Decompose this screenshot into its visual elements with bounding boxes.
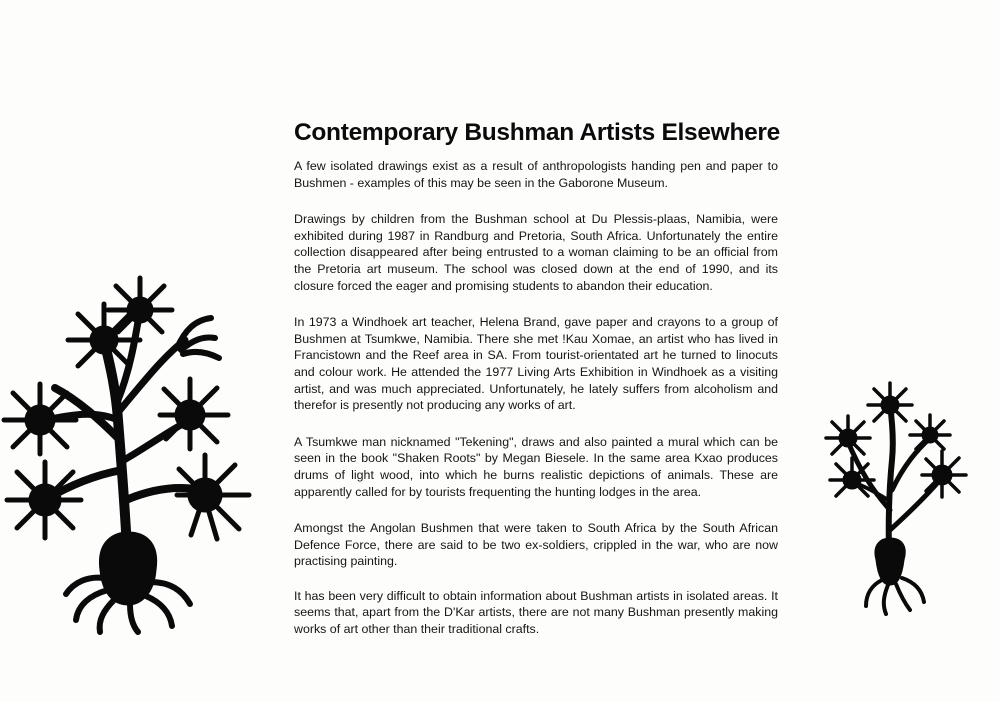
tree-illustration-right: [822, 380, 972, 640]
tree-linocut-small-icon: [822, 380, 972, 640]
paragraph: In 1973 a Windhoek art teacher, Helena Brand, gave paper and crayons to a group of Bushmen at Tsumkwe, Namibia. There she met !Kau Xomae, an artist who has lived in Francistown and the Reef area in SA. From tourist-orientated art he turned to linocuts and colour work. He attended the 1977 Living Arts Exhibition in Windhoek as a visiting artist, and was much appreciated. Unfortunately, he lately suffers from alcoholism and therefor is presently not producing any works of art.: [294, 315, 778, 413]
article: [294, 118, 778, 658]
paragraph: It has been very difficult to obtain information about Bushman artists in isolated areas. It seems that, apart from the D'Kar artists, there are not many Bushman presently making works of art other than their traditional crafts.: [294, 588, 778, 637]
page-title: Contemporary Bushman Artists Elsewhere: [294, 119, 780, 146]
paragraph: A Tsumkwe man nicknamed "Tekening", draws and also painted a mural which can be seen in the book "Shaken Roots" by Megan Biesele. In the same area Kxao produces drums of light wood, into which he burns realistic depictions of animals. These are apparently called for by tourists frequenting the hunting lodges in the area.: [294, 434, 778, 499]
tree-illustration-left: [0, 270, 262, 640]
paragraph: Drawings by children from the Bushman school at Du Plessis-plaas, Namibia, were exhibited during 1987 in Randburg and Pretoria, South Africa. Unfortunately the entire collection disappeared after being entrusted to a woman claiming to be an official from the Pretoria art museum. The school was closed down at the end of 1990, and its closure forced the eager and promising students to abandon their education.: [294, 212, 778, 293]
paragraph: A few isolated drawings exist as a result of anthropologists handing pen and paper to Bushmen - examples of this may be seen in the Gaborone Museum.: [294, 159, 778, 190]
tree-linocut-large-icon: [0, 270, 262, 640]
paragraph: Amongst the Angolan Bushmen that were taken to South Africa by the South African Defence Force, there are said to be two ex-soldiers, crippled in the war, who are now practising painting.: [294, 521, 778, 569]
